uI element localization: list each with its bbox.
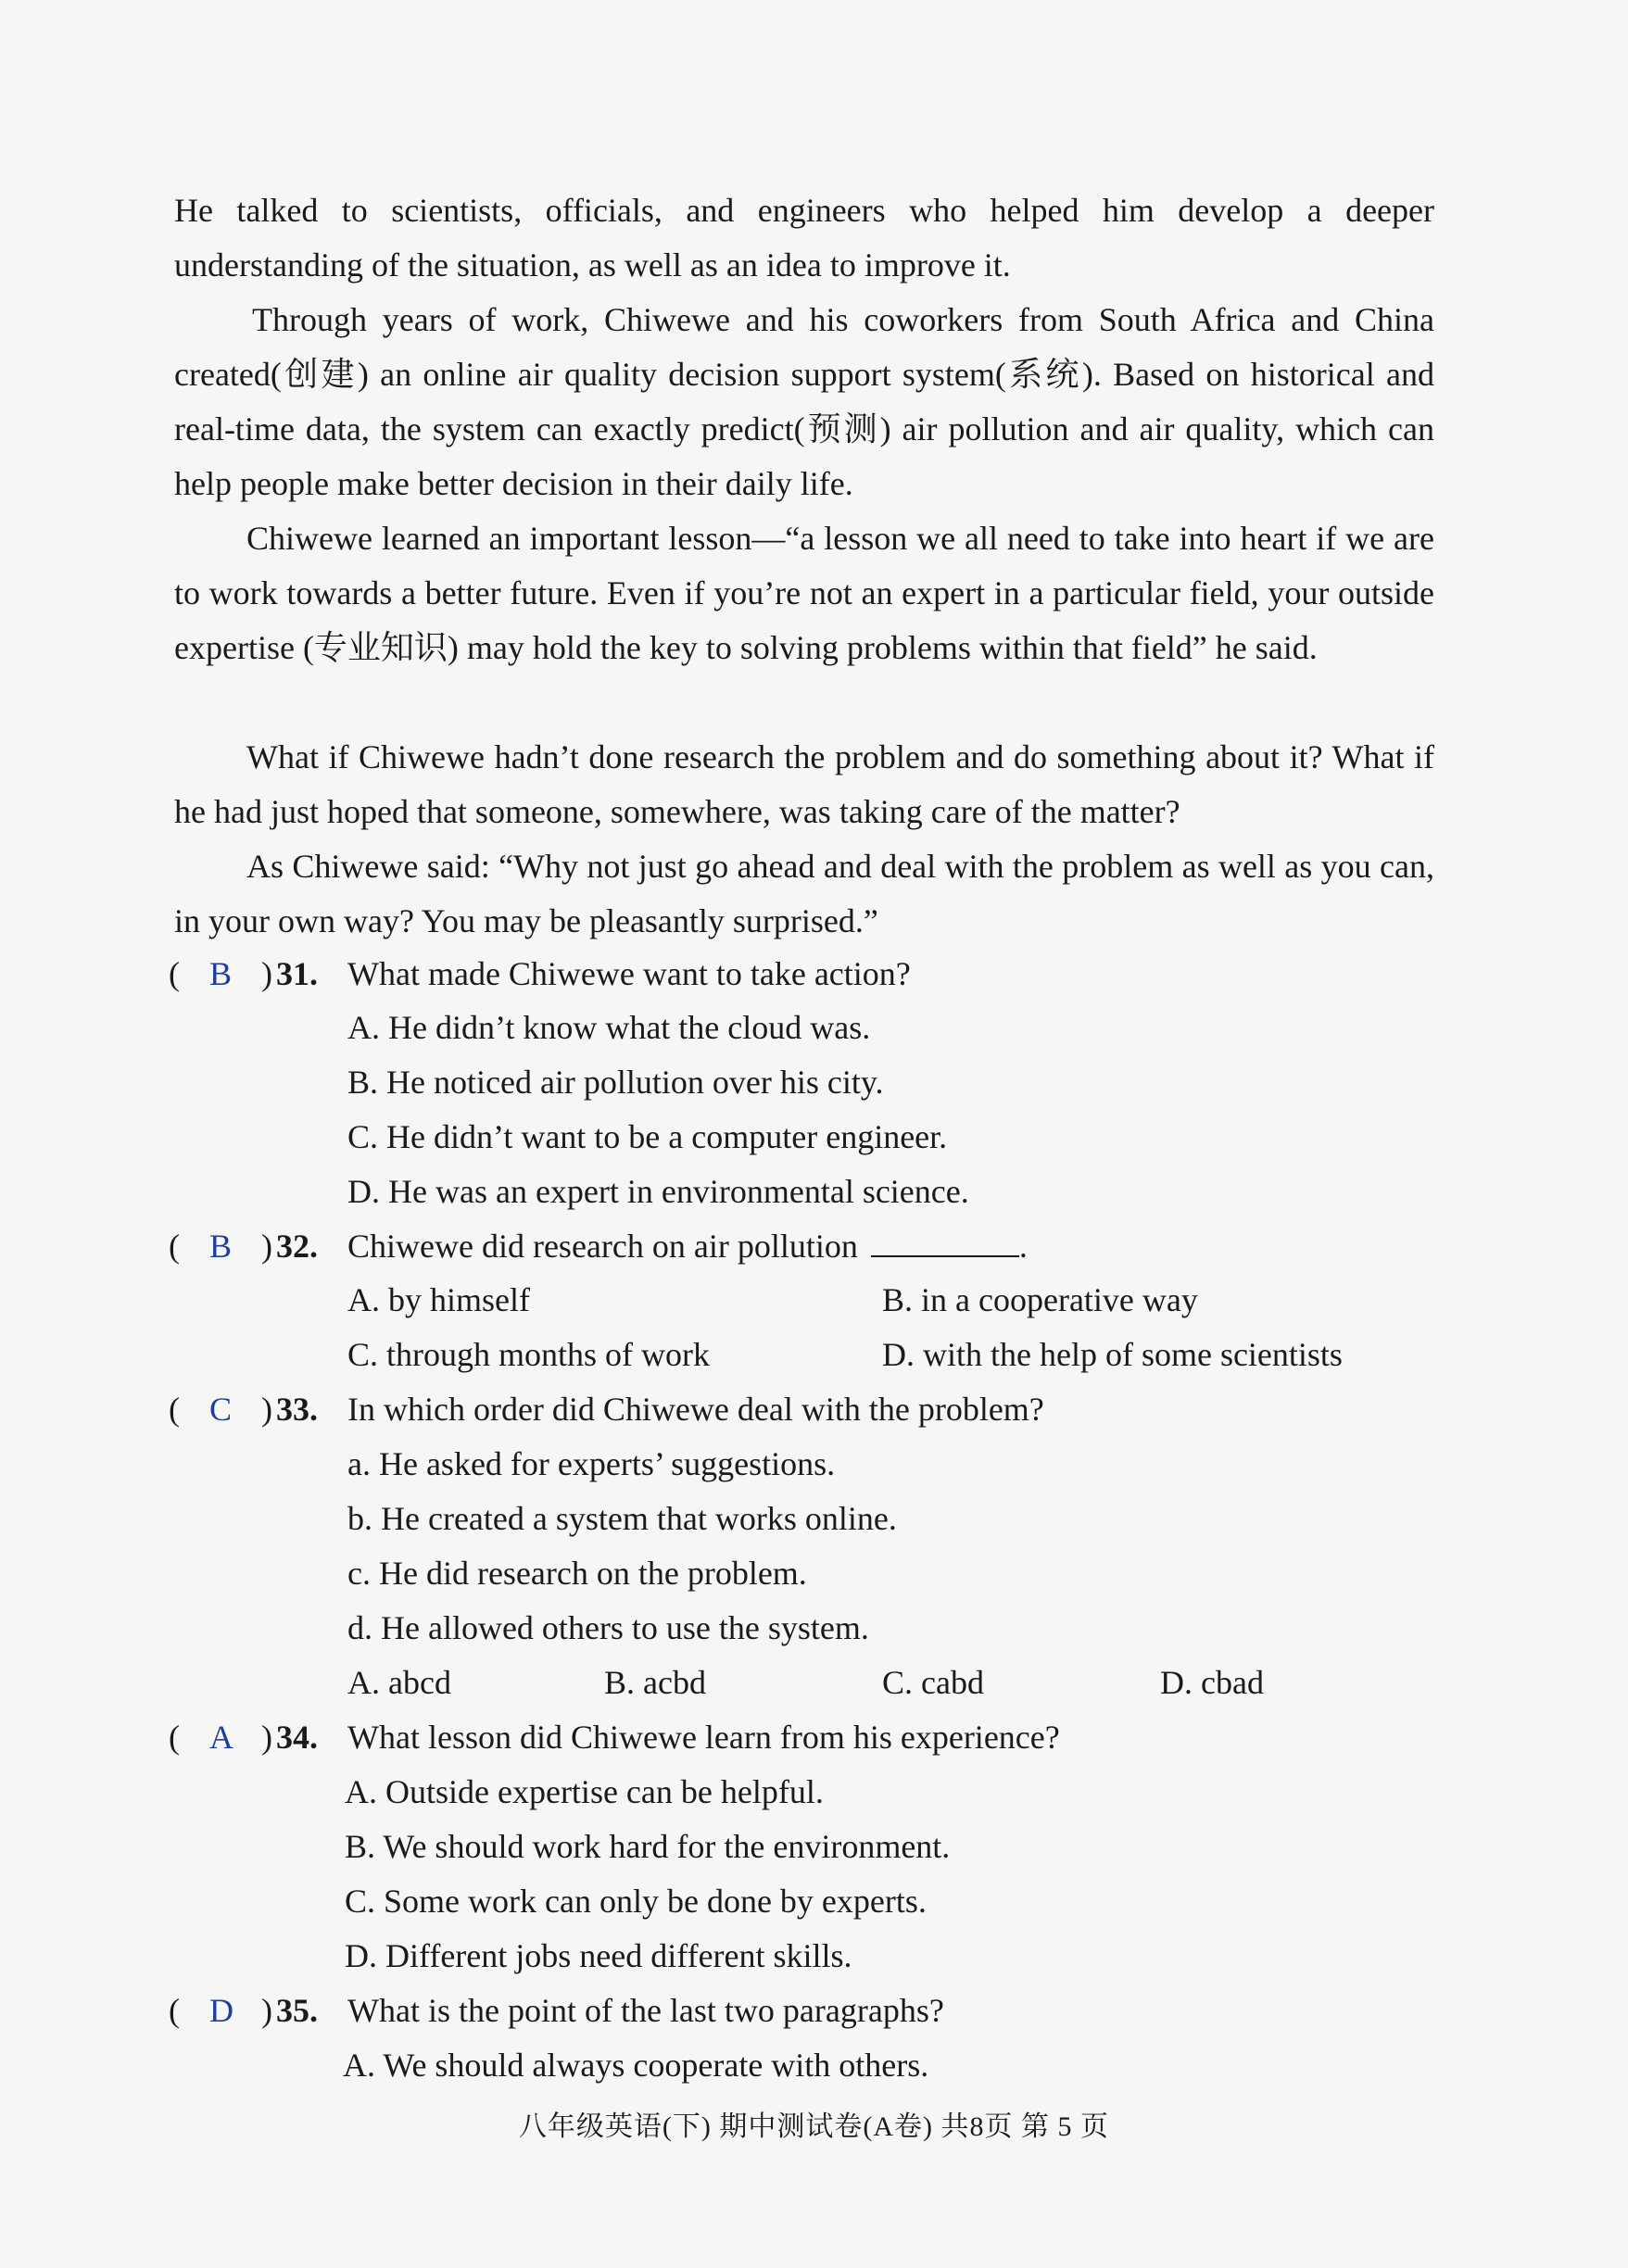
answer-paren-close: ) [261,1228,272,1265]
answer-paren-open: ( [169,1992,180,2029]
option-b: B. acbd [604,1664,706,1701]
question-text: What is the point of the last two paragraphs? [347,1992,944,2029]
option-b: B. We should work hard for the environment. [345,1828,951,1865]
option-d: D. Different jobs need different skills. [345,1937,852,1974]
passage-paragraph-5: As Chiwewe said: “Why not just go ahead and deal with the problem as well as you can, in your own way? You may be pleasantly surprised.” [174,848,1434,939]
answer-paren-open: ( [169,955,180,992]
option-a: A. by himself [347,1281,530,1318]
answer-mark: B [209,955,233,992]
option-d: D. with the help of some scientists [882,1336,1343,1373]
question-text-with-blank: Chiwewe did research on air pollution . [347,1228,1028,1265]
option-d: D. cbad [1160,1664,1264,1701]
option-a: A. Outside expertise can be helpful. [345,1773,824,1810]
question-number: 35. [276,1992,318,2029]
answer-paren-close: ) [261,1719,272,1756]
passage-paragraph-4: What if Chiwewe hadn’t done research the problem and do something about it? What if he had just hoped that someone, somewhere, was taking care of the matter? [174,738,1434,830]
answer-mark: D [209,1992,233,2029]
question-text: What lesson did Chiwewe learn from his experience? [347,1719,1060,1756]
answer-paren-close: ) [261,1992,272,2029]
answer-paren-close: ) [261,955,272,992]
question-number: 33. [276,1391,318,1428]
option-c: C. through months of work [347,1336,710,1373]
answer-blank [871,1228,1019,1257]
option-c: C. cabd [882,1664,984,1701]
answer-paren-open: ( [169,1719,180,1756]
option-b: B. in a cooperative way [882,1281,1198,1318]
option-a: A. We should always cooperate with others. [343,2047,929,2084]
question-number: 34. [276,1719,318,1756]
option-b: B. He noticed air pollution over his city. [347,1064,884,1101]
option-c: C. Some work can only be done by experts. [345,1883,927,1920]
passage-paragraph-3: Chiwewe learned an important lesson—“a lesson we all need to take into heart if we are to work towards a better future. Even if you’re not an expert in a particular field, your outside expertise (专业知识) may hold the key to solving problems within that field” he said. [174,520,1434,666]
answer-mark: C [209,1391,233,1428]
answer-paren-close: ) [261,1391,272,1428]
option-d: D. He was an expert in environmental science. [347,1173,969,1210]
step-d: d. He allowed others to use the system. [347,1609,869,1646]
answer-mark: A [209,1719,233,1756]
option-a: A. He didn’t know what the cloud was. [347,1009,871,1046]
question-text: What made Chiwewe want to take action? [347,955,911,992]
passage-paragraph-1: He talked to scientists, officials, and engineers who helped him develop a deeper understanding of the situation, as well as an idea to improve it. [174,192,1434,284]
answer-paren-open: ( [169,1228,180,1265]
option-c: C. He didn’t want to be a computer engineer. [347,1118,948,1155]
passage-paragraph-2: Through years of work, Chiwewe and his coworkers from South Africa and China created(创建) an online air quality decision support system(系统). Based on historical and real-time data, the system can exactly predict(预测) air pollution and air quality, which can help people make better decision in their daily life. [174,301,1434,502]
answer-paren-open: ( [169,1391,180,1428]
question-text: In which order did Chiwewe deal with the problem? [347,1391,1044,1428]
answer-mark: B [209,1228,233,1265]
question-text: Chiwewe did research on air pollution [347,1228,858,1265]
page-footer: 八年级英语(下) 期中测试卷(A卷) 共8页 第 5 页 [518,2111,1110,2142]
step-b: b. He created a system that works online. [347,1500,897,1537]
option-a: A. abcd [347,1664,451,1701]
step-a: a. He asked for experts’ suggestions. [347,1445,836,1482]
step-c: c. He did research on the problem. [347,1555,807,1592]
question-number: 31. [276,955,318,992]
question-number: 32. [276,1228,318,1265]
